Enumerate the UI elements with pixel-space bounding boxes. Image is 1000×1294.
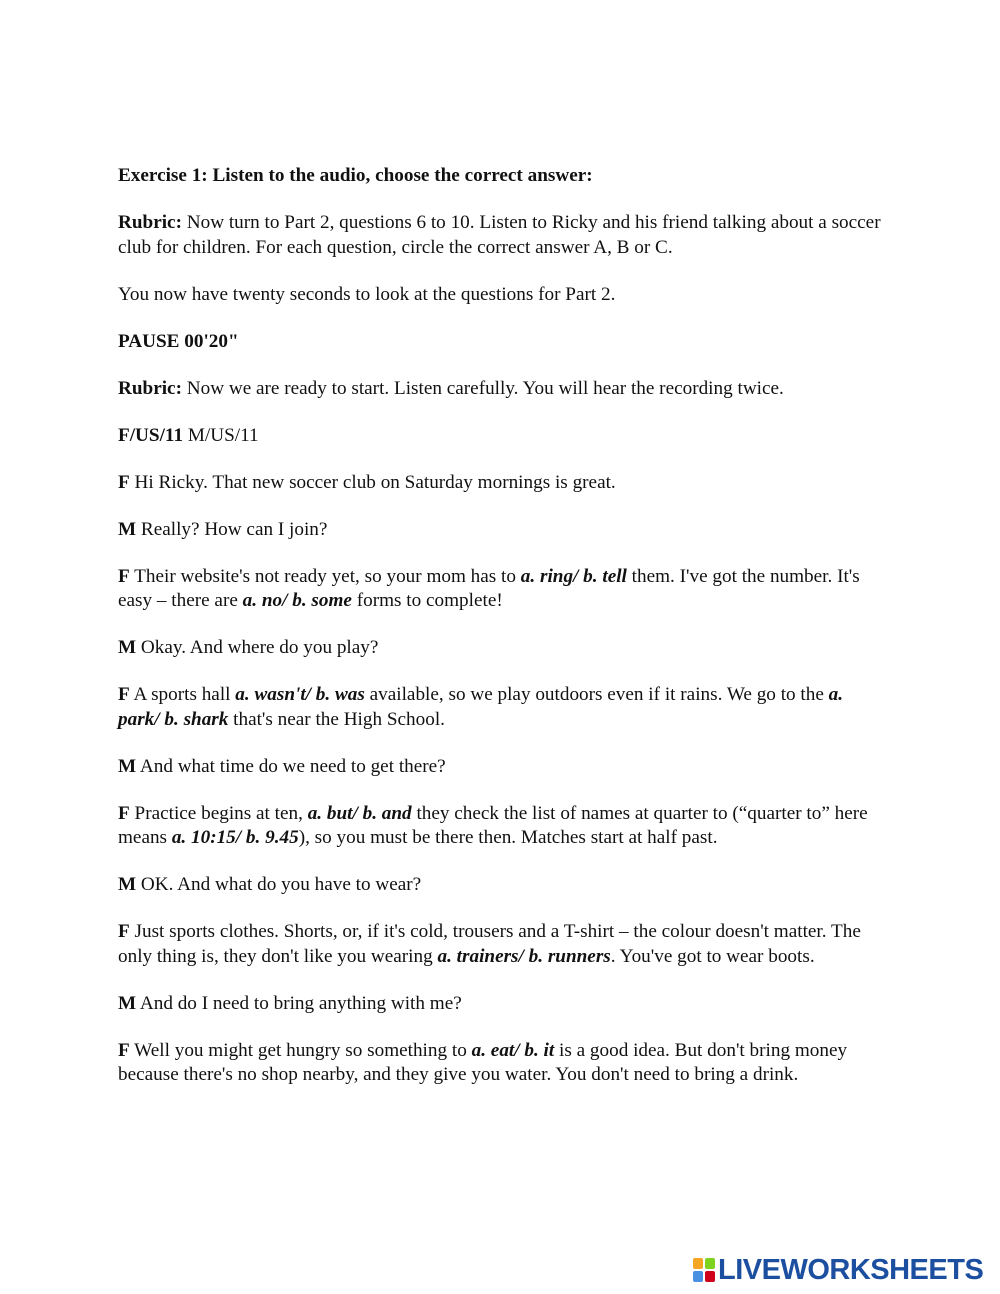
dialogue-text: Hi Ricky. That new soccer club on Saturday mornings is great. (129, 471, 616, 493)
answer-choice[interactable]: a. wasn't/ b. was (235, 684, 365, 705)
answer-choice[interactable]: a. but/ b. and (307, 802, 412, 824)
dialogue-line (118, 992, 888, 1017)
dialogue-text: Just sports clothes. Shorts, or, if it's cold, trousers and a T-shirt – the colour doesn't matter. The only thing is, they don't like you wearing (118, 921, 861, 967)
speaker-code-male: M/US/11 (183, 424, 259, 446)
speaker-code-female: F/US/11 (118, 424, 184, 446)
dialogue-text: forms to complete! (351, 590, 503, 611)
liveworksheets-logo-icon (693, 1258, 715, 1282)
dialogue-text: And what time do we need to get there? (136, 755, 446, 777)
speaker-codes (118, 424, 888, 449)
dialogue-line (118, 802, 888, 851)
speaker-label: F (118, 921, 130, 942)
rubric-start (118, 377, 888, 402)
dialogue-line (118, 518, 888, 543)
logo-text: LIVEWORKSHEETS (718, 1254, 984, 1286)
liveworksheets-logo[interactable] (693, 1254, 983, 1286)
speaker-label: F (118, 565, 130, 587)
dialogue-text: And do I need to bring anything with me? (136, 992, 462, 1014)
rubric-text: Now turn to Part 2, questions 6 to 10. Listen to Ricky and his friend talking about a soccer club for children. For each question, circle the correct answer A, B or C. (118, 212, 881, 258)
speaker-label: F (118, 684, 130, 705)
dialogue-text: available, so we play outdoors even if it rains. We go to the (364, 684, 829, 705)
exercise-title: Exercise 1: Listen to the audio, choose the correct answer: (118, 165, 593, 186)
dialogue-text: they check the list of names at quarter to (“quarter to” here means (118, 802, 868, 848)
pause-marker: PAUSE 00'20" (118, 330, 239, 352)
dialogue-text: Really? How can I join? (136, 518, 328, 540)
rubric-text: Now we are ready to start. Listen carefully. You will hear the recording twice. (181, 377, 784, 399)
dialogue-text: Their website's not ready yet, so your mom has to (129, 565, 521, 587)
dialogue-line (118, 565, 888, 614)
rubric-label: Rubric: (118, 377, 182, 399)
speaker-label: M (118, 637, 137, 658)
speaker-label: M (118, 874, 137, 895)
rubric-label: Rubric: (118, 212, 182, 233)
speaker-label: F (118, 802, 130, 824)
dialogue-text: Okay. And where do you play? (136, 637, 379, 658)
dialogue-text: OK. And what do you have to wear? (136, 874, 422, 895)
answer-choice[interactable]: a. trainers/ b. runners (437, 945, 611, 967)
speaker-label: F (118, 471, 130, 493)
dialogue-line (118, 471, 888, 496)
worksheet-content (118, 164, 888, 1110)
speaker-label: F (118, 1039, 130, 1061)
dialogue-text: . You've got to wear boots. (610, 945, 815, 967)
dialogue-text: ), so you must be there then. Matches start at half past. (298, 827, 718, 848)
dialogue-line (118, 755, 888, 780)
answer-choice[interactable]: a. ring/ b. tell (520, 565, 627, 587)
speaker-label: M (118, 992, 137, 1014)
rubric-instructions (118, 211, 888, 260)
speaker-label: M (118, 518, 137, 540)
dialogue-line (118, 873, 888, 898)
dialogue-line (118, 636, 888, 661)
dialogue-text: them. I've got the number. It's easy – there are (118, 565, 860, 611)
dialogue-text: A sports hall (129, 684, 236, 705)
dialogue-text: that's near the High School. (228, 708, 445, 730)
dialogue-text: is a good idea. But don't bring money because there's no shop nearby, and they give you water. You don't need to bring a drink. (118, 1039, 848, 1085)
dialogue-line (118, 920, 888, 969)
answer-choice[interactable]: a. eat/ b. it (471, 1039, 555, 1061)
look-time-note: You now have twenty seconds to look at the questions for Part 2. (118, 283, 616, 305)
dialogue-text: Practice begins at ten, (129, 802, 308, 824)
dialogue-line (118, 683, 888, 732)
speaker-label: M (118, 755, 137, 777)
answer-choice[interactable]: a. park/ b. shark (118, 684, 844, 730)
answer-choice[interactable]: a. no/ b. some (242, 590, 352, 611)
dialogue-line (118, 1039, 888, 1088)
dialogue-text: Well you might get hungry so something to (129, 1039, 472, 1061)
answer-choice[interactable]: a. 10:15/ b. 9.45 (171, 827, 299, 848)
